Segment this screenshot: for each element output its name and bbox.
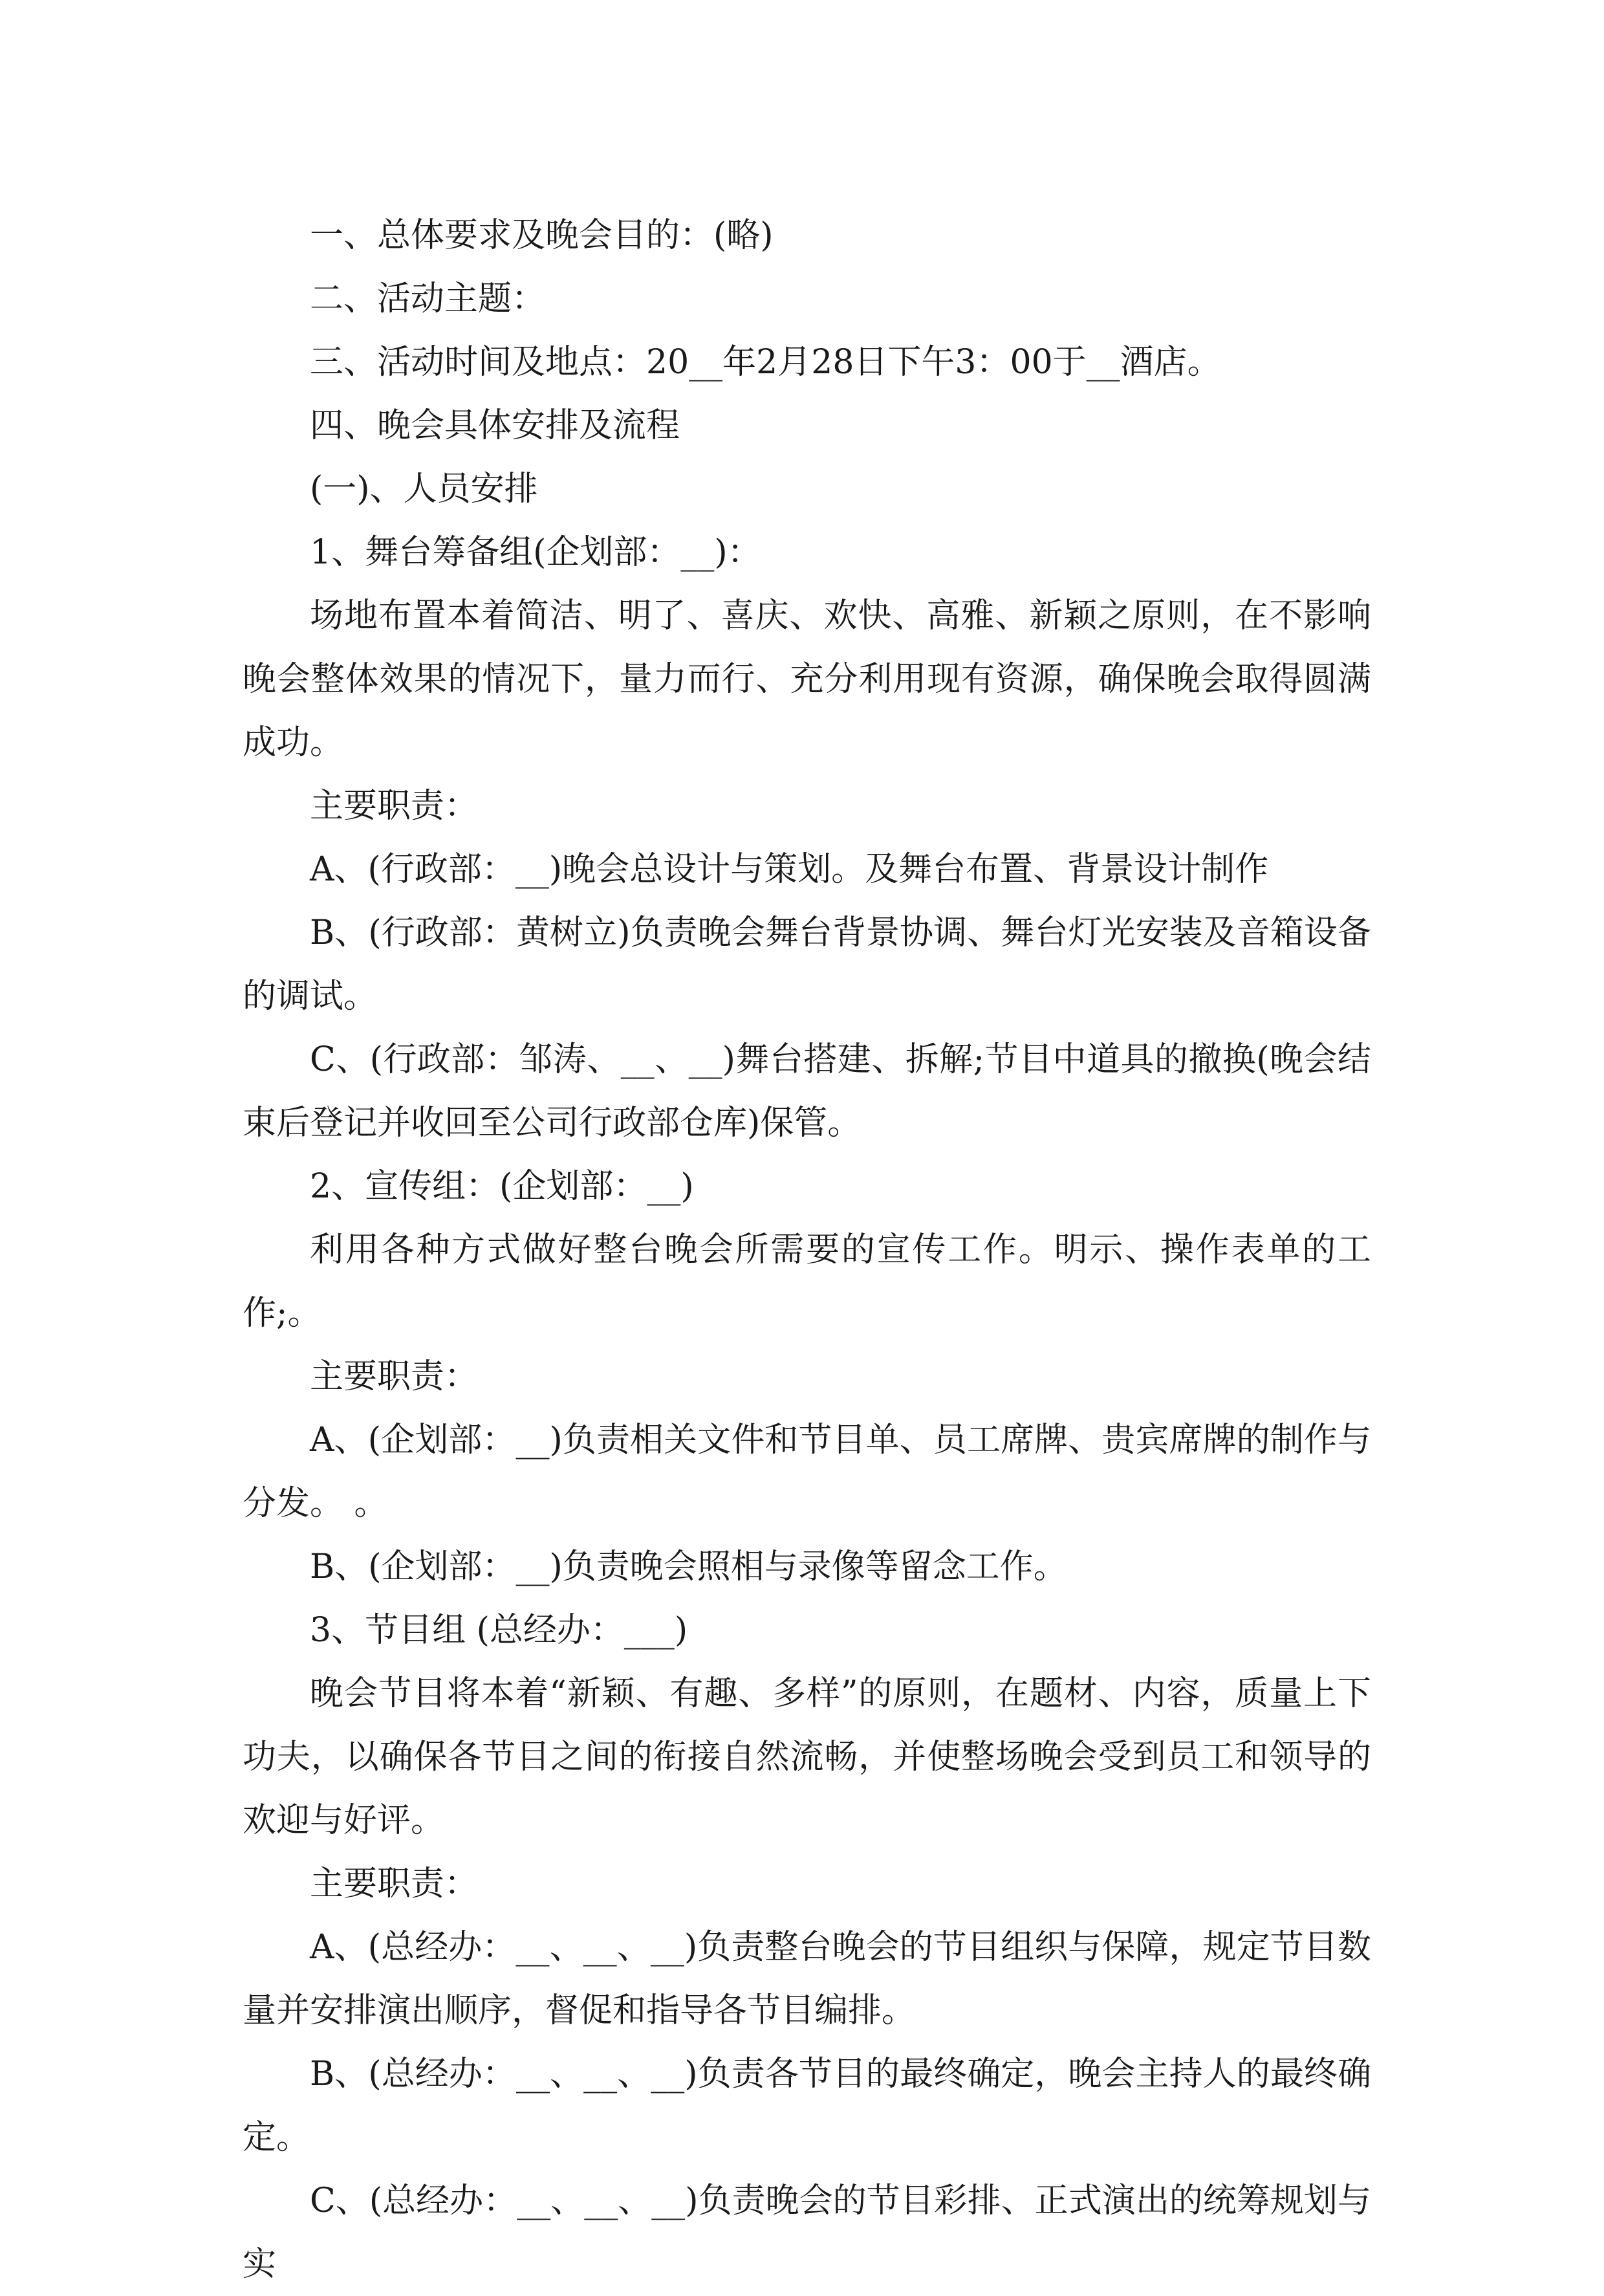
paragraph-stage-duty-b: B、(行政部：黄树立)负责晚会舞台背景协调、舞台灯光安装及音箱设备的调试。 <box>243 913 1371 1016</box>
paragraph-main-duties: 主要职责： <box>310 787 479 825</box>
paragraph-publicity-duty-b: B、(企划部：__)负责晚会照相与录像等留念工作。 <box>310 1547 1067 1586</box>
paragraph-stage-duty-c: C、(行政部：邹涛、__、__)舞台搭建、拆解;节目中道具的撤换(晚会结束后登记并收回至公司行政部仓库)保管。 <box>243 1040 1371 1143</box>
paragraph-arrangement-heading: 四、晚会具体安排及流程 <box>310 406 680 445</box>
paragraph-main-duties: 主要职责： <box>310 1357 479 1396</box>
paragraph-program-duty-a: A、(总经办：__、__、__)负责整台晚会的节目组织与保障，规定节目数量并安排演出顺序，督促和指导各节目编排。 <box>243 1928 1371 2030</box>
paragraph-overall-requirements: 一、总体要求及晚会目的：(略) <box>310 216 774 255</box>
paragraph-main-duties: 主要职责： <box>310 1864 479 1903</box>
paragraph-publicity-description: 利用各种方式做好整台晚会所需要的宣传工作。明示、操作表单的工作;。 <box>243 1230 1371 1333</box>
paragraph-program-group: 3、节目组 (总经办：___) <box>310 1611 688 1650</box>
paragraph-activity-theme: 二、活动主题： <box>310 279 546 318</box>
paragraph-stage-principles: 场地布置本着简洁、明了、喜庆、欢快、高雅、新颖之原则，在不影响晚会整体效果的情况下，量力而行、充分利用现有资源，确保晚会取得圆满成功。 <box>243 596 1371 762</box>
paragraph-staff-arrangement: (一)、人员安排 <box>310 470 538 508</box>
paragraph-program-duty-b: B、(总经办：__、__、__)负责各节目的最终确定，晚会主持人的最终确定。 <box>243 2055 1371 2157</box>
paragraph-stage-group: 1、舞台筹备组(企划部：__)： <box>310 533 761 572</box>
paragraph-program-duty-c: C、(总经办：__、__、__)负责晚会的节目彩排、正式演出的统筹规划与实 <box>243 2181 1371 2284</box>
paragraph-publicity-group: 2、宣传组：(企划部：__) <box>310 1167 694 1206</box>
paragraph-time-location: 三、活动时间及地点：20__年2月28日下午3：00于__酒店。 <box>310 343 1221 382</box>
paragraph-program-principles: 晚会节目将本着“新颖、有趣、多样”的原则，在题材、内容，质量上下功夫，以确保各节目之间的衔接自然流畅，并使整场晚会受到员工和领导的欢迎与好评。 <box>243 1674 1371 1840</box>
document-body <box>243 204 1371 2296</box>
paragraph-stage-duty-a: A、(行政部：__)晚会总设计与策划。及舞台布置、背景设计制作 <box>310 850 1269 889</box>
paragraph-publicity-duty-a: A、(企划部：__)负责相关文件和节目单、员工席牌、贵宾席牌的制作与分发。 。 <box>243 1421 1371 1523</box>
